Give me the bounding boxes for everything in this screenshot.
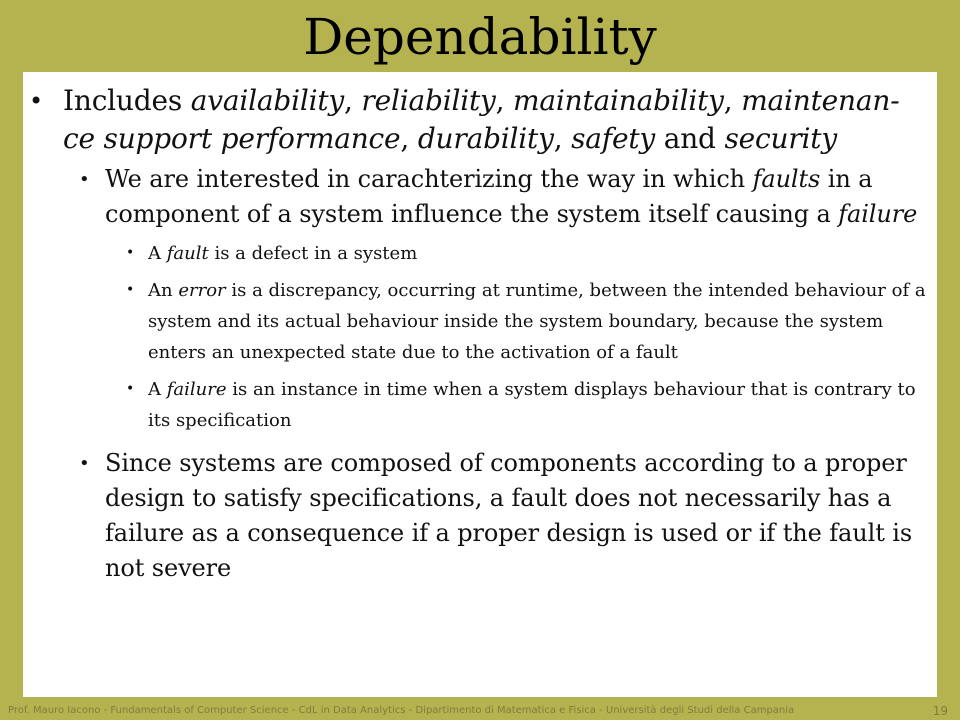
bullet-level2-faults xyxy=(79,162,929,232)
bullet-dot-icon: • xyxy=(79,169,90,190)
bullet-text: is a defect in a system xyxy=(208,243,418,264)
bullet-text: A xyxy=(148,243,167,264)
bullet-level3-fault-definition xyxy=(126,238,929,269)
bullet-emphasis: failure xyxy=(166,379,227,400)
page-number: 19 xyxy=(932,704,948,718)
bullet-dot-icon: • xyxy=(29,87,43,115)
bullet-text: and xyxy=(655,122,725,155)
bullet-text: , xyxy=(400,122,418,155)
bullet-emphasis: maintainability xyxy=(513,84,724,117)
bullet-text: Includes xyxy=(63,84,191,117)
slide-title: Dependability xyxy=(303,8,657,66)
bullet-text: An xyxy=(148,280,179,301)
bullet-emphasis: fault xyxy=(166,243,209,264)
bullet-emphasis: security xyxy=(724,122,837,155)
bullet-dot-icon: • xyxy=(79,453,90,474)
bullet-text: Since systems are composed of components according to a proper design to satisfy specifications, a fault does not necessarily has a failure as a consequence if a proper design is used or if the fault is not severe xyxy=(105,449,913,582)
bullet-emphasis: failure xyxy=(838,200,918,228)
bullet-dot-icon: • xyxy=(126,245,135,261)
bullet-emphasis: safety xyxy=(571,122,656,155)
bullet-text: A xyxy=(148,379,167,400)
bullet-level3-failure-definition xyxy=(126,374,929,436)
bullet-emphasis: faults xyxy=(752,165,821,193)
bullet-text: in a component of a system influence the system itself causing a xyxy=(105,165,873,228)
slide-content xyxy=(23,72,937,697)
bullet-level2-components xyxy=(79,446,929,586)
bullet-emphasis: maintenan-ce support performance xyxy=(63,84,900,155)
bullet-text: is a discrepancy, occurring at runtime, between the intended behaviour of a system and its actual behaviour inside the system boundary, because the system enters an unexpected state due to the activation of a fault xyxy=(148,280,926,363)
bullet-dot-icon: • xyxy=(126,282,135,298)
bullet-emphasis: durability xyxy=(417,122,554,155)
slide-footer: Prof. Mauro Iacono - Fundamentals of Computer Science - CdL in Data Analytics - Dipartimento di Matematica e Fisica - Università degli Studi della Campania xyxy=(8,705,795,716)
bullet-emphasis: reliability xyxy=(361,84,496,117)
bullet-text: is an instance in time when a system displays behaviour that is contrary to its specification xyxy=(148,379,916,431)
bullet-emphasis: availability xyxy=(190,84,345,117)
bullet-text: , xyxy=(495,84,514,117)
bullet-level1-dependability xyxy=(29,82,929,158)
bullet-level3-error-definition xyxy=(126,275,929,368)
bullet-text: , xyxy=(553,122,572,155)
bullet-text: , xyxy=(344,84,362,117)
bullet-text: We are interested in carachterizing the way in which xyxy=(105,165,753,193)
bullet-emphasis: error xyxy=(178,280,226,301)
bullet-dot-icon: • xyxy=(126,381,135,397)
bullet-text: , xyxy=(723,84,742,117)
